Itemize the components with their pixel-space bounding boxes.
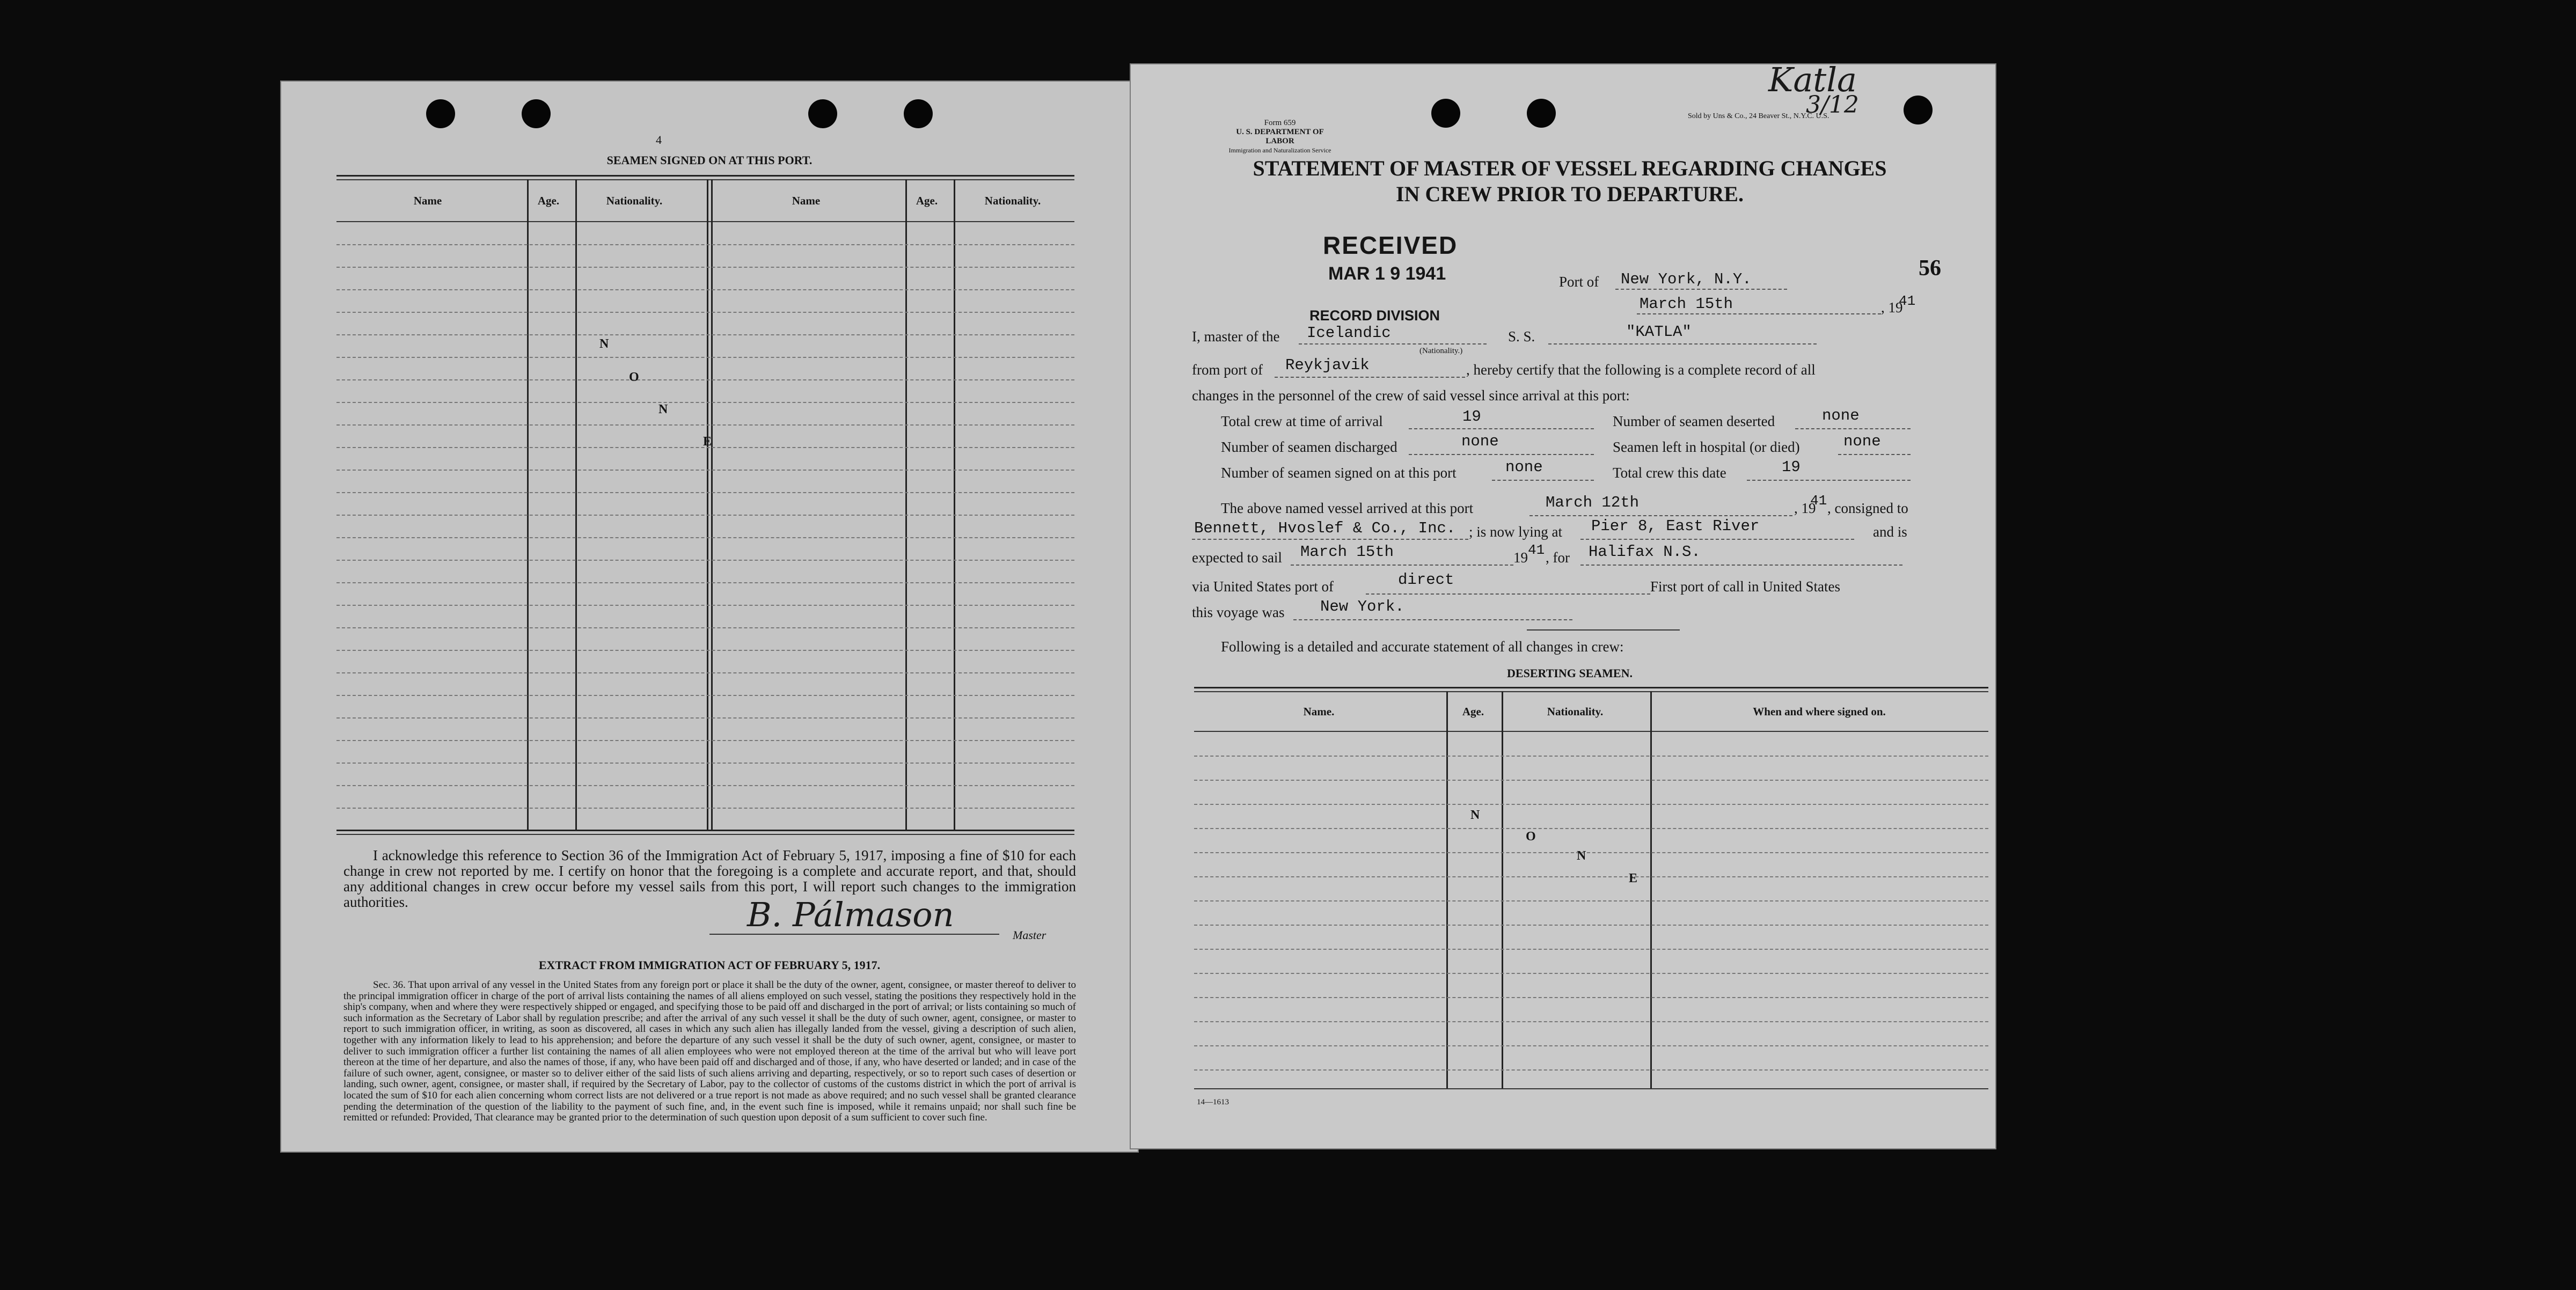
arrived-year-value: 41 (1810, 493, 1827, 509)
none-letter: N (1577, 849, 1586, 863)
arrived-label: The above named vessel arrived at this port (1221, 500, 1474, 516)
deserted-value: none (1822, 407, 1860, 424)
page-number: 56 (1919, 256, 1941, 281)
changes-text: changes in the personnel of the crew of said vessel since arrival at this port: (1192, 387, 1630, 404)
expected-value: March 15th (1300, 543, 1394, 561)
table-row-line (336, 312, 1074, 313)
port-label: Port of (1559, 274, 1599, 290)
table-row-line (336, 582, 1074, 583)
table-row-line (1194, 973, 1988, 974)
table-row-line (1194, 949, 1988, 950)
master-signature: B. Pálmason (747, 895, 954, 934)
total-crew-date-value: 19 (1782, 458, 1801, 476)
table-row-line (336, 695, 1074, 696)
col-header-name-2: Name (792, 194, 821, 207)
table-row-line (1194, 1045, 1988, 1046)
none-letter: E (1629, 871, 1638, 885)
received-stamp-date: MAR 1 9 1941 (1328, 263, 1446, 284)
col-header-name: Name. (1303, 705, 1335, 718)
table-row-line (336, 605, 1074, 606)
table-row-line (336, 515, 1074, 516)
table-row-line (336, 808, 1074, 809)
expected-year-value: 41 (1528, 542, 1545, 558)
discharged-value: none (1461, 433, 1499, 450)
punch-hole (904, 99, 933, 128)
certify-text: , hereby certify that the following is a complete record of all (1466, 362, 1816, 378)
table-row-line (336, 244, 1074, 245)
extract-text: Sec. 36. That upon arrival of any vessel in the United States from any foreign port or place it shall be the duty of the owner, agent, consignee, or master thereof to deliver to the principal immigration officer in charge of the port of arrival lists containing the names of all aliens employed on such vessel, stating the positions they respectively hold in the ship's company, when and where they were respectively shipped or engaged, and specifying those to be paid off and discharged in the port of arrival; or lists containing so much of such information as the Secretary of Labor shall by regulation prescribe; and after the arrival of any such vessel it shall be the duty of such owner, agent, consignee, or master to report to such immigration officer, in writing, as soon as discovered, all cases in which any such alien has illegally landed from the vessel, giving a description of such alien, together with any information likely to lead to his apprehension; and before the departure of any such vessel it shall be the duty of such owner, agent, consignee, or master to deliver to such immigration officer a further list containing the names of all alien employees who were not employed thereon at the time of the arrival but who will leave port thereon at the time of her departure, and also the names of those, if any, who have been paid off and discharged and of those, if any, who have deserted or landed; and in case of the failure of such owner, agent, consignee, or master so to deliver either of the said lists of such aliens arriving and departing, respectively, or so to report such cases of desertion or landing, such owner, agent, consignee, or master shall, if required by the Secretary of Labor, pay to the collector of customs of the customs district in which the port of arrival is located the sum of $10 for each alien concerning whom correct lists are not delivered or a true report is not made as above required; and no such vessel shall be granted clearance pending the determination of the question of the liability to the payment of such fine, and, in the event such fine is imposed, while it remains unpaid; nor shall such fine be remitted or refunded: Provided, That clearance may be granted prior to the determination of such question upon deposit of a sum sufficient to cover such fine. (343, 979, 1076, 1124)
table-row-line (336, 740, 1074, 741)
total-crew-arrival-value: 19 (1462, 408, 1481, 426)
col-header-nationality: Nationality. (606, 194, 663, 207)
table-row-line (336, 470, 1074, 471)
via-value: direct (1398, 571, 1454, 589)
table-row-line (1194, 997, 1988, 998)
none-letter: O (629, 370, 639, 384)
table-row-line (336, 650, 1074, 651)
year-value: 41 (1899, 293, 1916, 309)
voyage-label: this voyage was (1192, 604, 1285, 620)
consigned-label: , consigned to (1827, 500, 1908, 516)
and-is-label: and is (1873, 524, 1907, 540)
deserting-title: DESERTING SEAMEN. (1507, 666, 1633, 680)
table-row-line (1194, 852, 1988, 853)
consignee-value: Bennett, Hvoslef & Co., Inc. (1194, 519, 1456, 537)
lying-label: ; is now lying at (1469, 524, 1562, 540)
table-row-line (336, 357, 1074, 358)
table-row-line (1194, 804, 1988, 805)
master-label: Master (1013, 928, 1046, 942)
col-header-age: Age. (537, 194, 560, 207)
nationality-value: Icelandic (1307, 324, 1391, 342)
none-letter: N (599, 337, 609, 351)
table-row-line (336, 492, 1074, 493)
table-row-line (336, 402, 1074, 403)
table-row-line (336, 785, 1074, 786)
col-header-nationality: Nationality. (1547, 705, 1604, 718)
none-letter: N (658, 402, 668, 416)
punch-hole (808, 99, 837, 128)
handwritten-ship: Katla (1768, 60, 1857, 99)
expected-label: expected to sail (1192, 549, 1282, 566)
table-row-line (336, 379, 1074, 380)
table-row-line (1194, 925, 1988, 926)
received-stamp: RECEIVED (1323, 231, 1458, 259)
year-prefix: , 19 (1881, 299, 1903, 316)
date-value: March 15th (1640, 295, 1733, 313)
seller-note: Sold by Uns & Co., 24 Beaver St., N.Y.C. U.S. (1688, 112, 1829, 120)
table-row-line (1194, 1069, 1988, 1071)
record-division-stamp: RECORD DIVISION (1309, 307, 1440, 324)
master-of-label: I, master of the (1192, 328, 1280, 345)
port-value: New York, N.Y. (1621, 270, 1752, 288)
section-title: SEAMEN SIGNED ON AT THIS PORT. (606, 153, 813, 167)
table-row-line (1194, 828, 1988, 829)
from-port-label: from port of (1192, 362, 1263, 378)
total-crew-arrival-label: Total crew at time of arrival (1221, 413, 1383, 429)
left-page (280, 80, 1139, 1153)
ship-name-value: "KATLA" (1626, 323, 1692, 341)
for-label: , for (1546, 549, 1570, 566)
hospital-value: none (1843, 433, 1881, 450)
hospital-label: Seamen left in hospital (or died) (1613, 439, 1800, 455)
page-number: 4 (656, 133, 662, 146)
total-crew-date-label: Total crew this date (1613, 465, 1726, 481)
handwritten-number: 3/12 (1806, 91, 1859, 119)
department: U. S. DEPARTMENT OF LABOR (1236, 128, 1324, 145)
signed-on-label: Number of seamen signed on at this port (1221, 465, 1457, 481)
col-header-age: Age. (1462, 705, 1484, 718)
table-row-line (336, 424, 1074, 426)
from-port-value: Reykjavik (1285, 356, 1370, 374)
discharged-label: Number of seamen discharged (1221, 439, 1397, 455)
table-row-line (336, 672, 1074, 673)
punch-hole (522, 99, 551, 128)
nationality-caption: (Nationality.) (1419, 347, 1463, 355)
punch-hole (1527, 99, 1556, 128)
voyage-value: New York. (1320, 598, 1404, 615)
acknowledgement-text: I acknowledge this reference to Section 36 of the Immigration Act of February 5, 1917, imposing a fine of $10 for each change in crew not reported by me. I certify on honor that the foregoing is a complete and accurate report, and that, should any additional changes in crew occur before my vessel sails from this port, I will report such changes to the immigration authorities. (343, 847, 1076, 910)
table-row-line (336, 289, 1074, 290)
via-label: via United States port of (1192, 578, 1334, 595)
table-row-line (1194, 1021, 1988, 1022)
arrived-value: March 12th (1546, 494, 1640, 511)
table-row-line (336, 537, 1074, 538)
none-letter: N (1470, 808, 1480, 822)
punch-hole (1431, 99, 1460, 128)
table-row-line (1194, 780, 1988, 781)
form-title-line-1: STATEMENT OF MASTER OF VESSEL REGARDING CHANGES (1253, 156, 1887, 180)
table-row-line (1194, 900, 1988, 901)
col-header-nationality-2: Nationality. (984, 194, 1041, 207)
col-header-age-2: Age. (916, 194, 938, 207)
ss-label: S. S. (1508, 328, 1535, 345)
destination-value: Halifax N.S. (1589, 543, 1701, 561)
table-row-line (336, 763, 1074, 764)
signed-on-value: none (1505, 458, 1543, 476)
punch-hole (1904, 96, 1933, 124)
table-row-line (336, 627, 1074, 628)
col-header-name: Name (413, 194, 442, 207)
none-letter: E (703, 435, 712, 449)
lying-value: Pier 8, East River (1591, 517, 1760, 535)
deserted-label: Number of seamen deserted (1613, 413, 1775, 429)
form-number: Form 659 (1264, 119, 1296, 127)
table-row-line (1194, 876, 1988, 877)
form-title-line-2: IN CREW PRIOR TO DEPARTURE. (1396, 182, 1744, 206)
col-header-signed-on: When and where signed on. (1753, 705, 1886, 718)
table-row-line (1194, 756, 1988, 757)
first-port-label: First port of call in United States (1650, 578, 1840, 595)
table-row-line (336, 267, 1074, 268)
table-row-line (336, 560, 1074, 561)
table-row-line (336, 334, 1074, 335)
extract-title: EXTRACT FROM IMMIGRATION ACT OF FEBRUARY 5, 1917. (538, 958, 881, 972)
right-page: Form 659 U. S. DEPARTMENT OF LABOR Immigration and Naturalization Service Sold by Uns & Co., 24 Beaver St., N.Y.C. U.S. Katla 3/12 STATEMENT OF MASTER OF VESSEL REGARDING CHANGES IN CREW PRIOR TO DEPARTURE. RECEIVED MAR 1 9 1941 RECORD DIVISION 56 Port of New York, N.Y. March 15th , 19 41 I, master of the Icelandic (Nationality.) S. S. "KATLA" from port of Reykjavik , hereby certify that the following is a complete record of all changes in the personnel of the crew of said vessel since arrival at this port: Total crew at time of arrival 19 Number of seamen deserted none Number of seamen discharged none Seamen left in hospital (or died) none Number of seamen signed on at this port none Total crew this date 19 The above named vessel arrived at this port March 12th , 19 41 , consigned to Bennett, Hvoslef & Co., Inc. ; is now lying at Pier 8, East River and is expected to sail March 15th 19 41 , for Halifax N.S. via United States port of direct First port of call in United States this voyage was New York. Following is a detailed and accurate statement of all changes in crew: DESERTING SEAMEN. Name. Age. Nationality. When and where signed on. N O N E 14—1613 (1130, 63, 1996, 1149)
following-text: Following is a detailed and accurate statement of all changes in crew: (1221, 639, 1624, 655)
table-row-line (336, 717, 1074, 719)
form-header (1221, 119, 1339, 155)
footer-code: 14—1613 (1197, 1098, 1229, 1106)
none-letter: O (1526, 830, 1536, 844)
service: Immigration and Naturalization Service (1228, 146, 1331, 154)
punch-hole (426, 99, 455, 128)
